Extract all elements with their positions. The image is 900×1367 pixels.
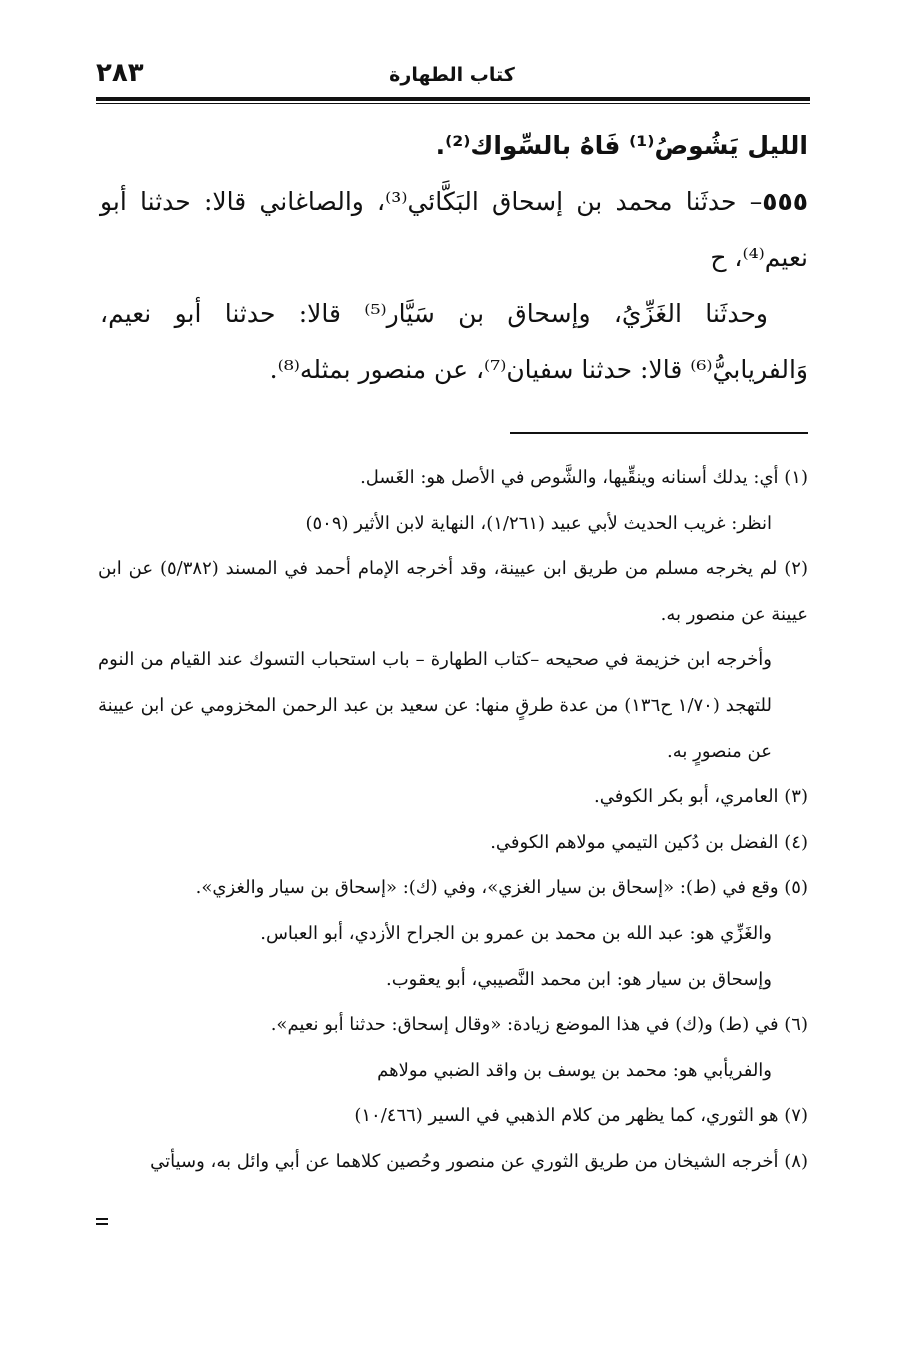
- footnote-line: (٢) لم يخرجه مسلم من طريق ابن عيينة، وقد أخرجه الإمام أحمد في المسند (٥/٣٨٢) عن ابن عيينة عن منصور به.: [98, 558, 808, 625]
- footnote-line: (٤) الفضل بن دُكين التيمي مولاهم الكوفي.: [490, 831, 808, 853]
- running-title: كتاب الطهارة: [389, 64, 515, 86]
- footnote-line: (١) أي: يدلك أسنانه وينقِّيها، والشَّوص في الأصل هو: الغَسل.: [360, 467, 808, 488]
- footnote-line: (٨) أخرجه الشيخان من طريق الثوري عن منصور وحُصين كلاهما عن أبي وائل به، وسيأتي: [150, 1150, 808, 1172]
- footnotes: [98, 455, 808, 1185]
- page-header: [96, 58, 808, 98]
- footnote-line: انظر: غريب الحديث لأبي عبيد (١/٢٦١)، النهاية لابن الأثير (٥٠٩): [305, 512, 772, 534]
- main-text: [100, 118, 808, 398]
- footnote-line: (٧) هو الثوري، كما يظهر من كلام الذهبي في السير (١٠/٤٦٦): [354, 1105, 808, 1127]
- hadith-paragraph: [100, 174, 808, 286]
- main-line-1: الليل يَشُوصُ⁽¹⁾ فَاهُ بالسِّواك⁽²⁾.: [435, 131, 808, 160]
- footnote-line: وأخرجه ابن خزيمة في صحيحه –كتاب الطهارة – باب استحباب التسوك عند القيام من النوم للتهجد (١/٧٠ ح١٣٦) من عدة طرقٍ منها: عن سعيد بن عبد الرحمن المخزومي عن ابن عيينة عن منصورٍ به.: [98, 649, 773, 762]
- footnote-line: والغَزِّي هو: عبد الله بن محمد بن عمرو بن الجراح الأزدي، أبو العباس.: [260, 922, 772, 944]
- footnote-line: وإسحاق بن سيار هو: ابن محمد النَّصيبي، أبو يعقوب.: [386, 968, 772, 990]
- header-rule-thin: [96, 103, 810, 104]
- isnad-paragraph: وحدثَنا الغَزِّيُ، وإسحاق بن سَيَّار⁽⁵⁾ قالا: حدثنا أبو نعيم، وَالفريابيُّ⁽⁶⁾ قالا: حدثنا سفيان⁽⁷⁾، عن منصور بمثله⁽⁸⁾.: [100, 299, 808, 384]
- hadith-number: ٥٥٥: [762, 187, 808, 216]
- hadith-text: – حدثَنا محمد بن إسحاق البَكَّائي⁽³⁾، والصاغاني قالا: حدثنا أبو نعيم⁽⁴⁾، ح: [100, 187, 808, 272]
- continuation-mark: [96, 1218, 108, 1220]
- page-number: ٢٨٣: [96, 58, 144, 88]
- footnote-line: والفريأبي هو: محمد بن يوسف بن واقد الضبي مولاهم: [377, 1059, 772, 1081]
- continuation-mark-2: [96, 1223, 108, 1225]
- footnote-line: (٦) في (ط) و(ك) في هذا الموضع زيادة: «وقال إسحاق: حدثنا أبو نعيم».: [270, 1014, 808, 1036]
- footnote-separator: [510, 432, 808, 434]
- footnote-line: (٣) العامري، أبو بكر الكوفي.: [594, 786, 808, 808]
- header-rule: [96, 97, 810, 101]
- footnote-line: (٥) وقع في (ط): «إسحاق بن سيار الغزي»، وفي (ك): «إسحاق بن سيار والغزي».: [195, 877, 808, 899]
